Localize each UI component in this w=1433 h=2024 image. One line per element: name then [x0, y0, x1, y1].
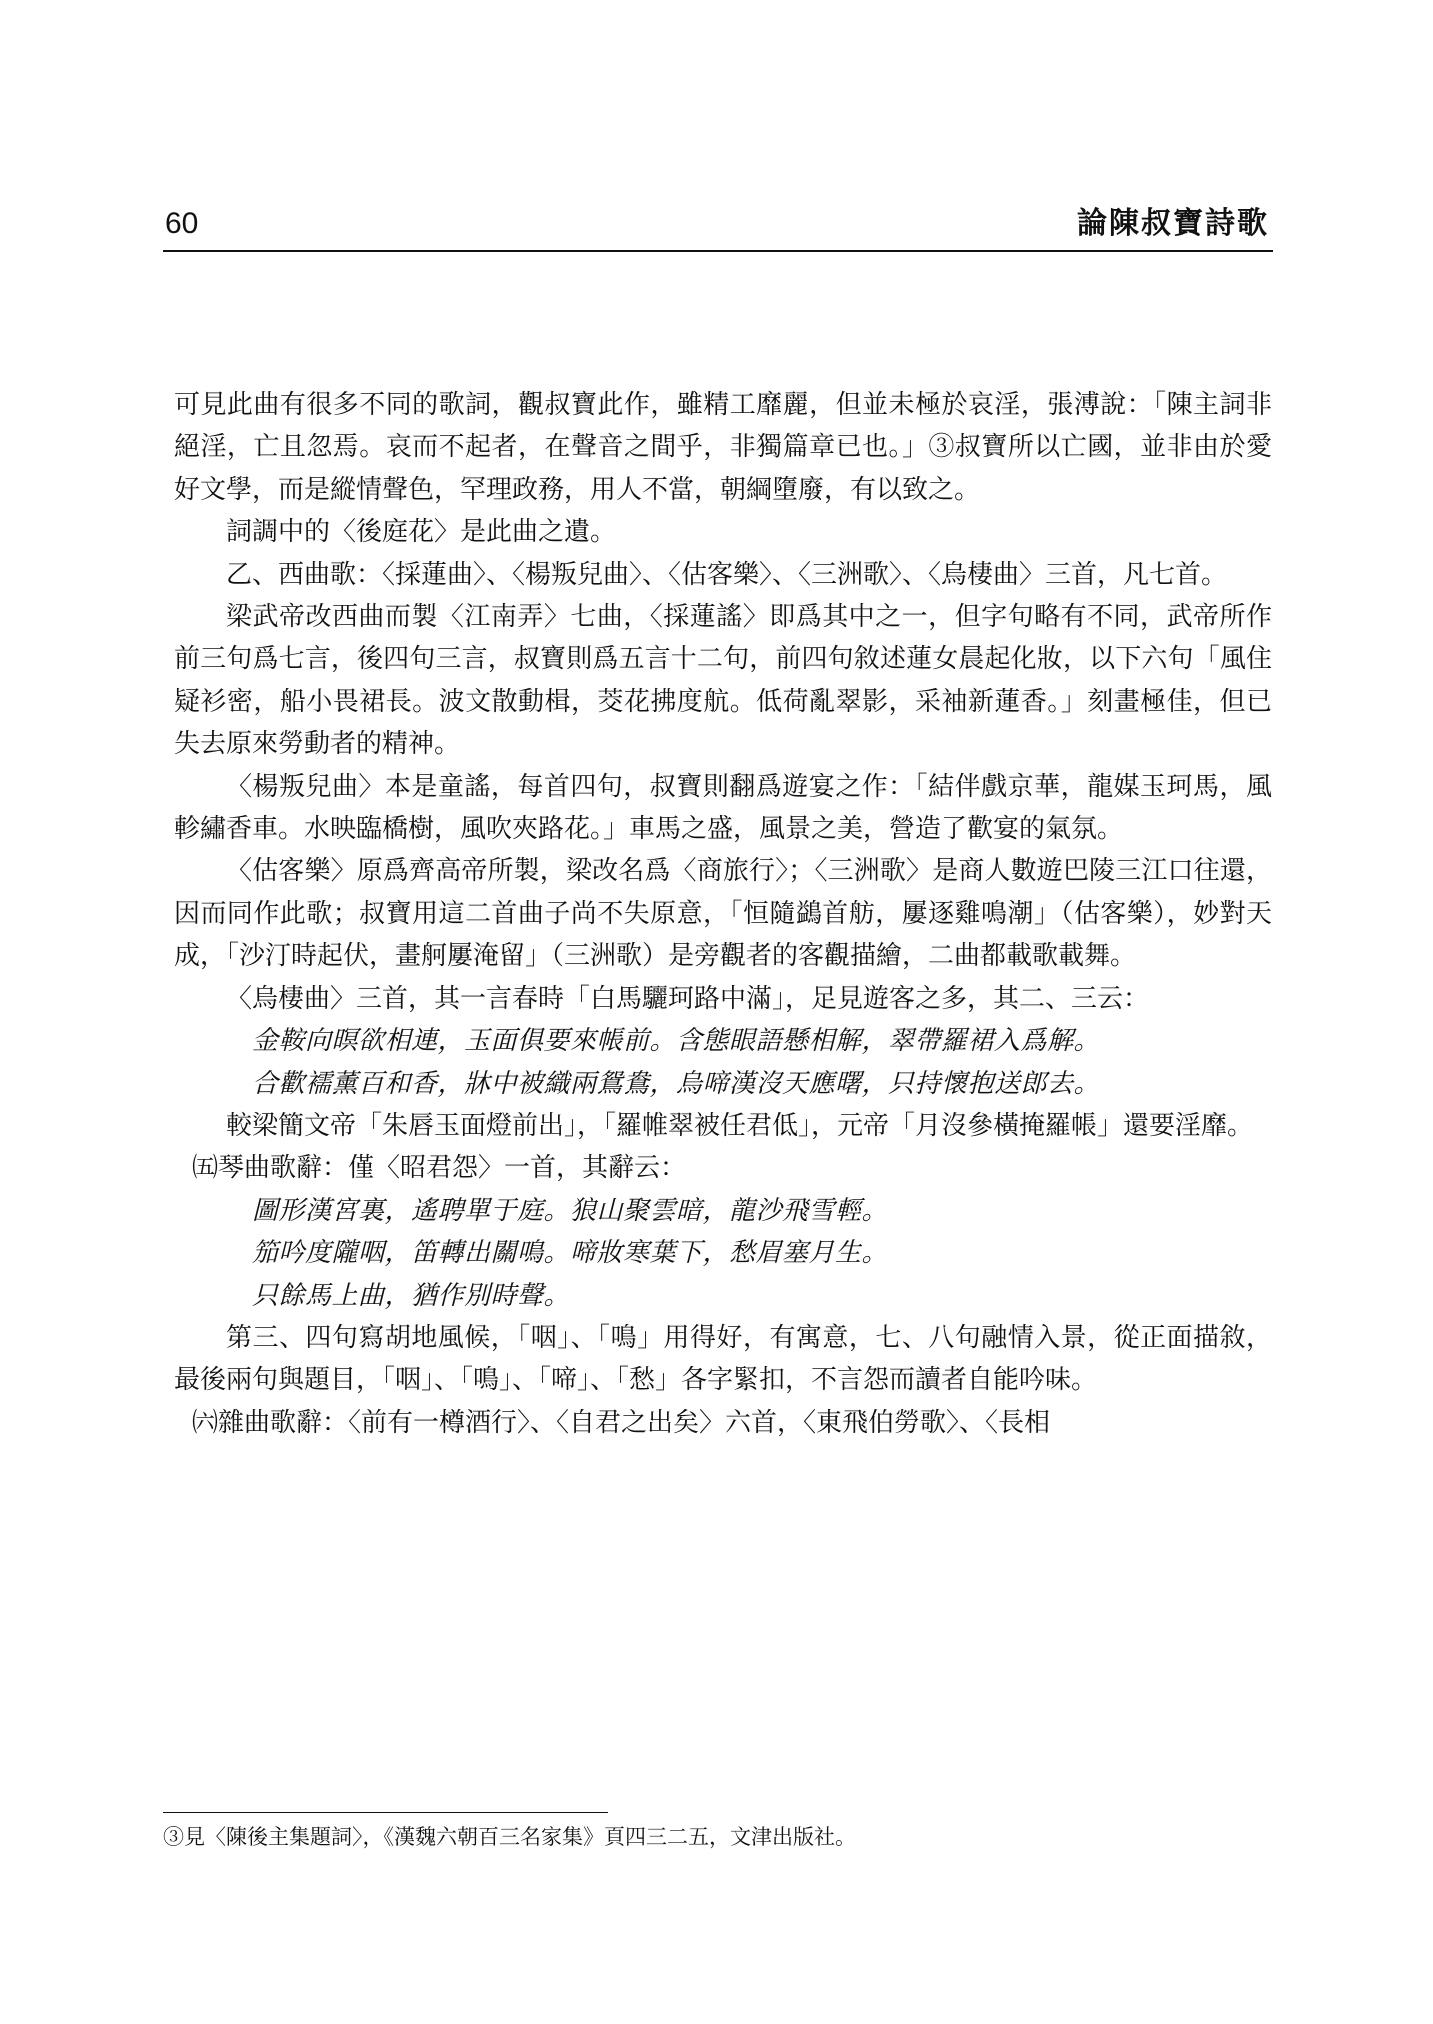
section-heading: 乙、西曲歌：〈採蓮曲〉、〈楊叛兒曲〉、〈估客樂〉、〈三洲歌〉、〈烏棲曲〉三首，凡七首。: [226, 559, 1228, 590]
paragraph: 〈估客樂〉原爲齊高帝所製，梁改名爲〈商旅行〉；〈三洲歌〉是商人數遊巴陵三江口往還，因而同作此歌；叔寶用這二首曲子尚不失原意，「恒隨鷁首舫，屢逐雞鳴潮」（估客樂），妙對天成，「沙汀時起伏，畫舸屢淹留」（三洲歌）是旁觀者的客觀描繪，二曲都載歌載舞。: [174, 856, 1272, 972]
verse-line: 金鞍向暝欲相連，玉面俱要來帳前。含態眼語懸相解，翠帶羅裙入爲解。: [252, 1026, 1101, 1057]
paragraph: 第三、四句寫胡地風候，「咽」、「鳴」用得好，有寓意，七、八句融情入景，從正面描敘，最後兩句與題目，「咽」、「鳴」、「啼」、「愁」各字緊扣，不言怨而讀者自能吟味。: [174, 1322, 1272, 1396]
running-title: 論陳叔寶詩歌: [1077, 206, 1269, 241]
main-text: [174, 384, 1272, 1444]
verse-line: 笳吟度隴咽，笛轉出關鳴。啼妝寒葉下，愁眉塞月生。: [252, 1238, 889, 1269]
verse-line: 圖形漢宮裏，遙聘單于庭。狼山聚雲暗，龍沙飛雪輕。: [252, 1195, 889, 1226]
paragraph: 〈烏棲曲〉三首，其一言春時「白馬驪珂路中滿」，足見遊客之多，其二、三云：: [226, 983, 1150, 1014]
paragraph: 可見此曲有很多不同的歌詞，觀叔寶此作，雖精工靡麗，但並未極於哀淫，張溥說：「陳主詞非絕淫，亡且忽焉。哀而不起者，在聲音之間乎，非獨篇章已也。」③叔寶所以亡國，並非由於愛好文學，而是縱情聲色，罕理政務，用人不當，朝綱墮廢，有以致之。: [174, 390, 1272, 505]
section-heading: ㈤琴曲歌辭：僅〈昭君怨〉一首，其辭云：: [192, 1153, 687, 1184]
footnote: ③見〈陳後主集題詞〉，《漢魏六朝百三名家集》頁四三二五，文津出版社。: [163, 1825, 856, 1849]
paragraph: 詞調中的〈後庭花〉是此曲之遺。: [226, 517, 617, 548]
page-number: 60: [165, 207, 199, 240]
footnote-divider: [163, 1812, 608, 1813]
section-heading: ㈥雜曲歌辭：〈前有一樽酒行〉、〈自君之出矣〉六首，〈東飛伯勞歌〉、〈長相: [192, 1407, 1051, 1438]
verse-line: 合歡襦薰百和香，牀中被織兩鴛鴦，烏啼漢沒天應曙，只持懷抱送郎去。: [252, 1068, 1101, 1099]
verse-line: 只餘馬上曲，猶作別時聲。: [252, 1280, 571, 1311]
paragraph: 梁武帝改西曲而製〈江南弄〉七曲，〈採蓮謠〉即爲其中之一，但字句略有不同，武帝所作前三句爲七言，後四句三言，叔寶則爲五言十二句，前四句敘述蓮女晨起化妝，以下六句「風住疑衫密，船小畏裙長。波文散動楫，茭花拂度航。低荷亂翠影，采袖新蓮香。」刻畫極佳，但已失去原來勞動者的精神。: [174, 602, 1272, 760]
paragraph: 〈楊叛兒曲〉本是童謠，每首四句，叔寶則翻爲遊宴之作：「結伴戲京華，龍媒玉珂馬，風軫繡香車。水映臨橋樹，風吹夾路花。」車馬之盛，風景之美，營造了歡宴的氣氛。: [174, 771, 1272, 845]
paragraph: 較梁簡文帝「朱唇玉面燈前出」，「羅帷翠被任君低」，元帝「月沒參橫掩羅帳」還要淫靡。: [226, 1110, 1254, 1141]
page-header: [163, 200, 1273, 252]
